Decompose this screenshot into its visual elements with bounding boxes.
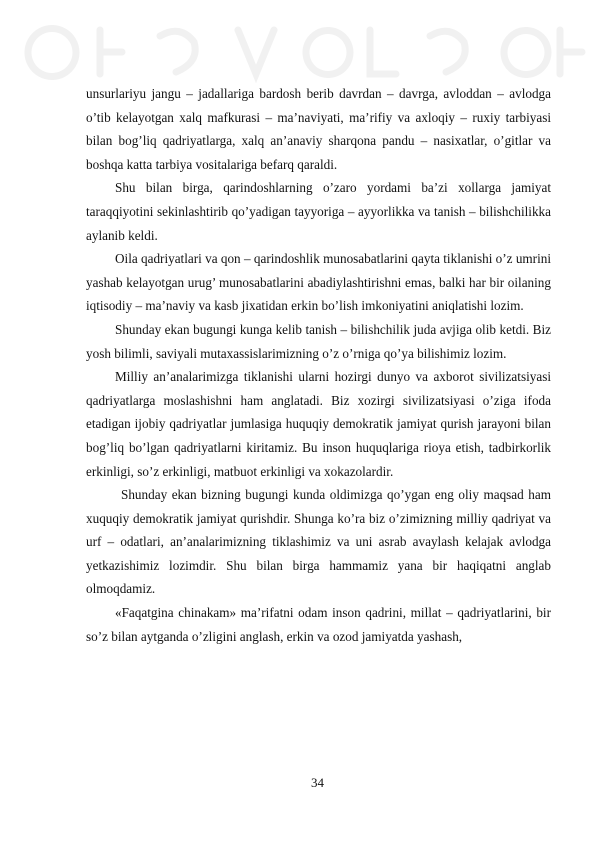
- paragraph-6: Shunday ekan bizning bugungi kunda oldimizga qo’ygan eng oliy maqsad ham xuquqiy demokratik jamiyat qurishdir. Shunga ko’ra biz o’zimizning milliy qadriyat va urf – odatlari, an’analarimizning tiklashimiz va uni asrab avaylash kelajak avlodga yetkazishimiz lozimdir. Shu bilan birga hammamiz yana bir haqiqatni anglab olmoqdamiz.: [86, 487, 551, 597]
- paragraph-7: «Faqatgina chinakam» ma’rifatni odam inson qadrini, millat – qadriyatlarini, bir so’z bilan aytganda o’zligini anglash, erkin va ozod jamiyatda yashash,: [86, 605, 551, 644]
- page-number: 34: [311, 775, 324, 790]
- paragraph-1: unsurlariyu jangu – jadallariga bardosh berib davrdan – davrga, avloddan – avlodga o’tib kelayotgan xalq mafkurasi – ma’naviyati, ma’rifiy va axloqiy – ruxiy tarbiyasi bilan bog’liq qadriyatlarga, xalq an’anaviy sharqona pandu – nasixatlar, o’gitlar va boshqa katta tarbiya vositalariga befarq qaraldi.: [86, 86, 551, 172]
- document-body: [86, 82, 551, 648]
- paragraph-2: Shu bilan birga, qarindoshlarning o’zaro yordami ba’zi xollarga jamiyat taraqqiyotini sekinlashtirib qo’yadigan tayyoriga – ayyorlikka va tanish – bilishchilikka aylanib keldi.: [86, 180, 551, 243]
- paragraph-5: Milliy an’analarimizga tiklanishi ularni hozirgi dunyo va axborot sivilizatsiyasi qadriyatlarga moslashishni ham anglatadi. Biz xozirgi sivilizatsiyasi o’ziga ifoda etadigan ijobiy qadriyatlar jumlasiga huquqiy demokratik jamiyat qurish jarayoni bilan bog’liq bo’lgan qadriyatlarni kiritamiz. Bu inson huquqlariga rioya etish, tadbirkorlik erkinligi, so’z erkinligi, matbuot erkinligi va xokazolardir.: [86, 369, 551, 479]
- paragraph-3: Oila qadriyatlari va qon – qarindoshlik munosabatlarini qayta tiklanishi o’z umrini yashab kelayotgan urug’ munosabatlarini abadiylashtirishni emas, balki har bir oilaning iqtisodiy – ma’naviy va kasb jixatidan erkin bo’lish imkoniyatini aniqlatishi lozim.: [86, 251, 551, 314]
- paragraph-4: Shunday ekan bugungi kunga kelib tanish – bilishchilik juda avjiga olib ketdi. Biz yosh bilimli, saviyali mutaxassislarimizning o’z o’rniga qo’ya bilishimiz lozim.: [86, 321, 551, 361]
